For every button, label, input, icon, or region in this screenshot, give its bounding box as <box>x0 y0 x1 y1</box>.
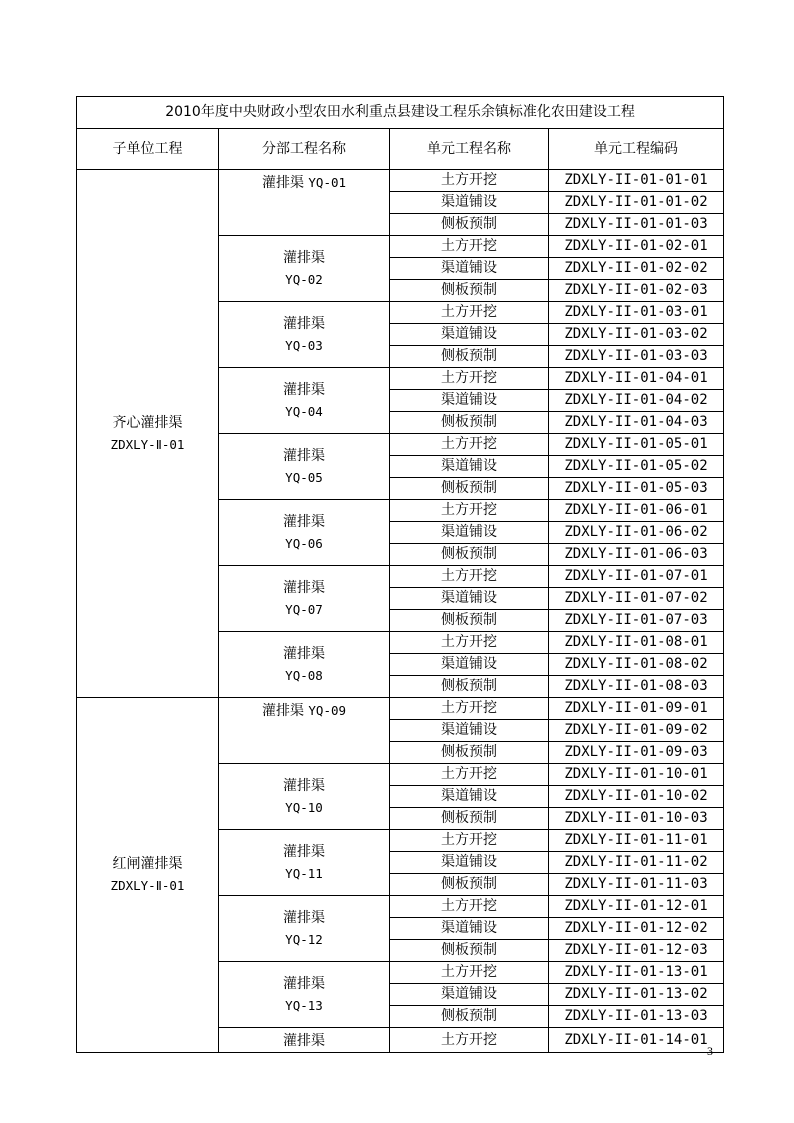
header-element-name: 单元工程名称 <box>390 129 549 170</box>
element-name: 土方开挖 <box>390 632 549 654</box>
part-code: YQ-01 <box>308 175 347 190</box>
part-code: YQ-02 <box>285 271 323 287</box>
part-name: 灌排渠 <box>283 1033 325 1049</box>
element-name: 侧板预制 <box>390 1006 549 1028</box>
element-code: ZDXLY-II-01-01-03 <box>549 214 724 236</box>
element-code: ZDXLY-II-01-03-03 <box>549 346 724 368</box>
sub-unit-name: 红闸灌排渠 <box>112 856 183 872</box>
part-cell <box>219 500 390 566</box>
header-part-name: 分部工程名称 <box>219 129 390 170</box>
element-name: 侧板预制 <box>390 214 549 236</box>
element-name: 渠道铺设 <box>390 192 549 214</box>
part-cell <box>219 962 390 1028</box>
element-name: 侧板预制 <box>390 346 549 368</box>
element-name: 土方开挖 <box>390 962 549 984</box>
table-row <box>77 170 724 192</box>
part-name: 灌排渠 <box>283 843 325 860</box>
element-name: 土方开挖 <box>390 170 549 192</box>
element-name: 侧板预制 <box>390 940 549 962</box>
element-code: ZDXLY-II-01-11-02 <box>549 852 724 874</box>
part-name: 灌排渠 <box>283 777 325 794</box>
part-name: 灌排渠 <box>261 703 304 719</box>
element-name: 土方开挖 <box>390 302 549 324</box>
page-number: 3 <box>707 1044 713 1058</box>
part-name: 灌排渠 <box>283 513 325 530</box>
part-name: 灌排渠 <box>261 175 304 191</box>
element-name: 土方开挖 <box>390 764 549 786</box>
element-code: ZDXLY-II-01-06-03 <box>549 544 724 566</box>
element-code: ZDXLY-II-01-06-01 <box>549 500 724 522</box>
element-code: ZDXLY-II-01-13-03 <box>549 1006 724 1028</box>
element-name: 土方开挖 <box>390 830 549 852</box>
part-code: YQ-07 <box>285 601 323 617</box>
element-code: ZDXLY-II-01-02-02 <box>549 258 724 280</box>
part-code: YQ-11 <box>285 865 323 881</box>
element-name: 侧板预制 <box>390 280 549 302</box>
part-code: YQ-04 <box>285 403 323 419</box>
element-name: 土方开挖 <box>390 434 549 456</box>
element-name: 侧板预制 <box>390 808 549 830</box>
sub-unit-name: 齐心灌排渠 <box>112 414 183 431</box>
element-code: ZDXLY-II-01-05-01 <box>549 434 724 456</box>
element-name: 渠道铺设 <box>390 522 549 544</box>
element-code: ZDXLY-II-01-04-01 <box>549 368 724 390</box>
sub-unit-cell <box>77 698 219 1053</box>
element-code: ZDXLY-II-01-11-03 <box>549 874 724 896</box>
element-code: ZDXLY-II-01-01-01 <box>549 170 724 192</box>
element-name: 渠道铺设 <box>390 654 549 676</box>
element-code: ZDXLY-II-01-07-03 <box>549 610 724 632</box>
part-cell <box>219 170 390 236</box>
element-name: 土方开挖 <box>390 368 549 390</box>
part-cell <box>219 368 390 434</box>
element-code: ZDXLY-II-01-09-03 <box>549 742 724 764</box>
part-code: YQ-06 <box>285 535 323 551</box>
part-code: YQ-08 <box>285 667 323 683</box>
part-name: 灌排渠 <box>283 909 325 926</box>
part-name: 灌排渠 <box>283 645 325 662</box>
element-code: ZDXLY-II-01-05-02 <box>549 456 724 478</box>
element-name: 侧板预制 <box>390 478 549 500</box>
element-name: 渠道铺设 <box>390 588 549 610</box>
part-cell <box>219 566 390 632</box>
part-cell <box>219 896 390 962</box>
part-name: 灌排渠 <box>283 447 325 464</box>
part-code: YQ-03 <box>285 337 323 353</box>
element-code: ZDXLY-II-01-08-02 <box>549 654 724 676</box>
part-cell <box>219 1028 390 1053</box>
element-code: ZDXLY-II-01-08-03 <box>549 676 724 698</box>
element-code: ZDXLY-II-01-05-03 <box>549 478 724 500</box>
part-cell <box>219 764 390 830</box>
element-name: 渠道铺设 <box>390 852 549 874</box>
table-title: 2010年度中央财政小型农田水利重点县建设工程乐余镇标准化农田建设工程 <box>77 97 724 129</box>
part-cell <box>219 302 390 368</box>
element-code: ZDXLY-II-01-02-01 <box>549 236 724 258</box>
element-name: 侧板预制 <box>390 676 549 698</box>
element-name: 渠道铺设 <box>390 918 549 940</box>
element-name: 土方开挖 <box>390 236 549 258</box>
element-name: 侧板预制 <box>390 412 549 434</box>
part-cell <box>219 698 390 764</box>
part-code: YQ-09 <box>308 703 347 718</box>
element-code: ZDXLY-II-01-04-02 <box>549 390 724 412</box>
part-name: 灌排渠 <box>283 315 325 332</box>
part-name: 灌排渠 <box>283 975 325 992</box>
part-code: YQ-10 <box>285 799 323 815</box>
element-name: 渠道铺设 <box>390 720 549 742</box>
sub-unit-code: ZDXLY-Ⅱ-01 <box>110 878 185 893</box>
element-name: 渠道铺设 <box>390 390 549 412</box>
element-name: 土方开挖 <box>390 500 549 522</box>
part-cell <box>219 236 390 302</box>
element-code: ZDXLY-II-01-10-01 <box>549 764 724 786</box>
element-code: ZDXLY-II-01-12-03 <box>549 940 724 962</box>
element-code: ZDXLY-II-01-14-01 <box>549 1028 724 1053</box>
header-sub-unit: 子单位工程 <box>77 129 219 170</box>
element-code: ZDXLY-II-01-13-02 <box>549 984 724 1006</box>
element-code: ZDXLY-II-01-12-01 <box>549 896 724 918</box>
element-name: 土方开挖 <box>390 698 549 720</box>
element-code: ZDXLY-II-01-01-02 <box>549 192 724 214</box>
element-code: ZDXLY-II-01-08-01 <box>549 632 724 654</box>
part-name: 灌排渠 <box>283 579 325 596</box>
sub-unit-code: ZDXLY-Ⅱ-01 <box>110 436 185 452</box>
part-code: YQ-12 <box>285 931 323 947</box>
part-cell <box>219 434 390 500</box>
element-code: ZDXLY-II-01-10-03 <box>549 808 724 830</box>
header-element-code: 单元工程编码 <box>549 129 724 170</box>
project-table <box>76 96 724 1053</box>
element-name: 土方开挖 <box>390 896 549 918</box>
part-code: YQ-05 <box>285 469 323 485</box>
element-code: ZDXLY-II-01-02-03 <box>549 280 724 302</box>
part-code: YQ-13 <box>285 997 323 1013</box>
element-code: ZDXLY-II-01-04-03 <box>549 412 724 434</box>
element-name: 侧板预制 <box>390 610 549 632</box>
element-name: 侧板预制 <box>390 742 549 764</box>
element-code: ZDXLY-II-01-03-02 <box>549 324 724 346</box>
element-code: ZDXLY-II-01-07-02 <box>549 588 724 610</box>
element-code: ZDXLY-II-01-13-01 <box>549 962 724 984</box>
element-name: 侧板预制 <box>390 544 549 566</box>
element-name: 渠道铺设 <box>390 258 549 280</box>
element-code: ZDXLY-II-01-11-01 <box>549 830 724 852</box>
element-code: ZDXLY-II-01-10-02 <box>549 786 724 808</box>
element-name: 渠道铺设 <box>390 786 549 808</box>
element-name: 土方开挖 <box>390 1028 549 1053</box>
element-name: 侧板预制 <box>390 874 549 896</box>
element-code: ZDXLY-II-01-03-01 <box>549 302 724 324</box>
element-name: 渠道铺设 <box>390 324 549 346</box>
element-name: 渠道铺设 <box>390 456 549 478</box>
part-name: 灌排渠 <box>283 249 325 266</box>
element-name: 渠道铺设 <box>390 984 549 1006</box>
part-name: 灌排渠 <box>283 381 325 398</box>
part-cell <box>219 830 390 896</box>
element-code: ZDXLY-II-01-09-01 <box>549 698 724 720</box>
table-row <box>77 698 724 720</box>
element-code: ZDXLY-II-01-09-02 <box>549 720 724 742</box>
element-name: 土方开挖 <box>390 566 549 588</box>
part-cell <box>219 632 390 698</box>
element-code: ZDXLY-II-01-12-02 <box>549 918 724 940</box>
sub-unit-cell <box>77 170 219 698</box>
element-code: ZDXLY-II-01-07-01 <box>549 566 724 588</box>
element-code: ZDXLY-II-01-06-02 <box>549 522 724 544</box>
